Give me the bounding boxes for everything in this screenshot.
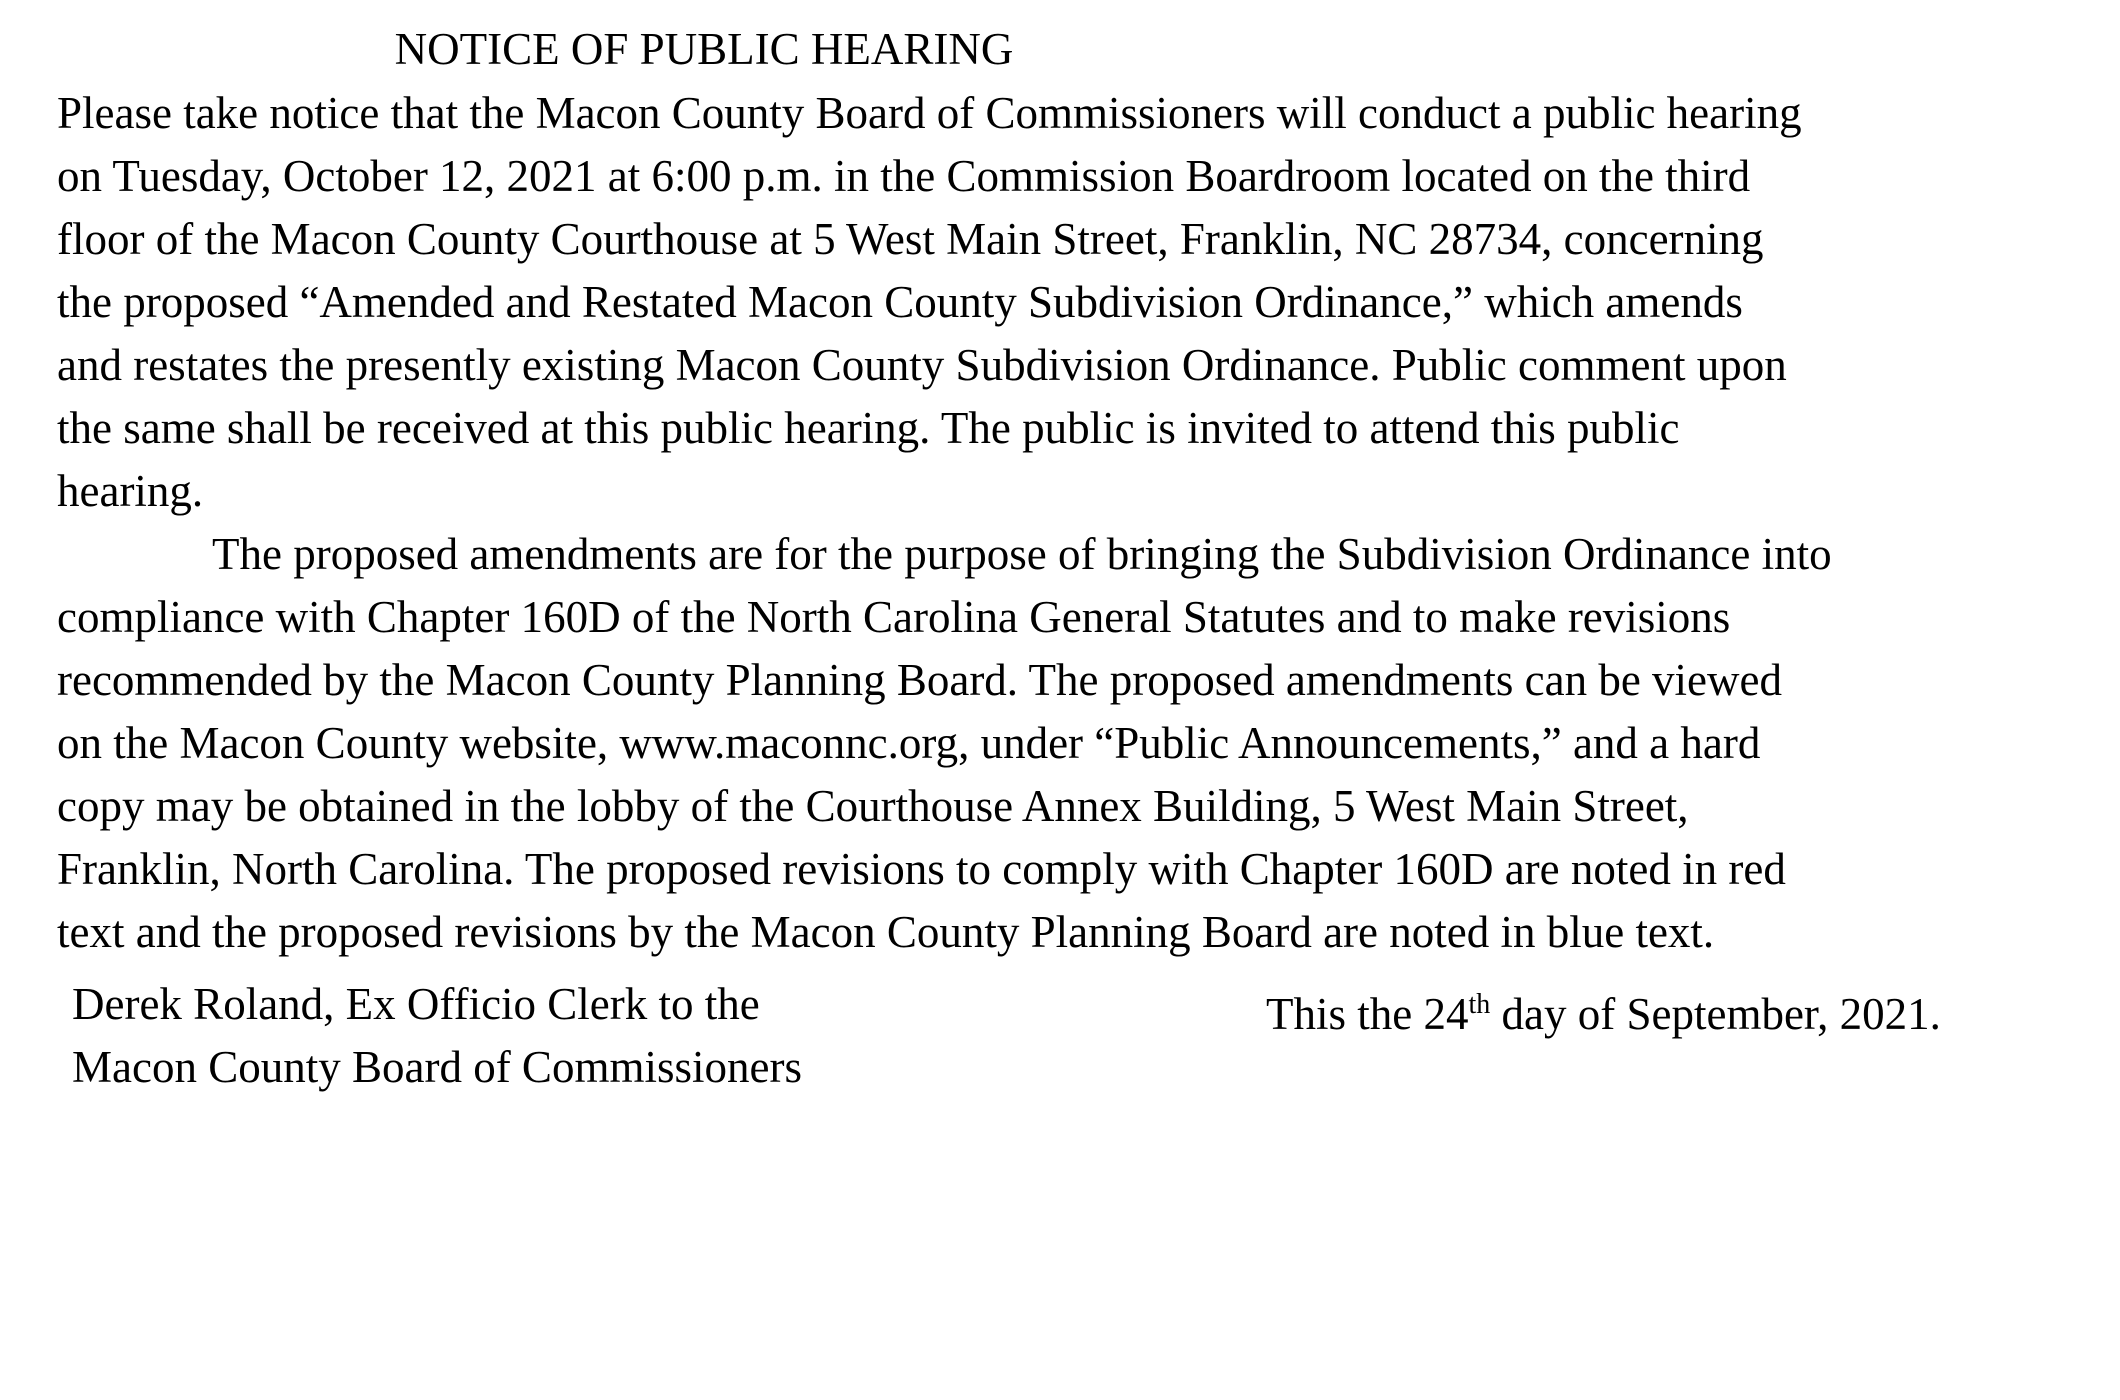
paragraph-line: Please take notice that the Macon County Board of Commissioners will conduct a public hearing (57, 88, 1802, 138)
paragraph-line: copy may be obtained in the lobby of the Courthouse Annex Building, 5 West Main Street, (57, 781, 1689, 831)
paragraph-line: The proposed amendments are for the purpose of bringing the Subdivision Ordinance into (212, 529, 1832, 579)
paragraph-line: compliance with Chapter 160D of the North Carolina General Statutes and to make revisions (57, 592, 1731, 642)
date-prefix: This the 24 (1266, 989, 1469, 1039)
paragraph-line: recommended by the Macon County Planning Board. The proposed amendments can be viewed (57, 655, 1782, 705)
signature-block (72, 973, 802, 1099)
signature-line-2: Macon County Board of Commissioners (72, 1042, 802, 1092)
paragraph-line: hearing. (57, 466, 204, 516)
date-ordinal-suffix: th (1468, 989, 1491, 1020)
notice-date (1266, 983, 1941, 1046)
paragraph-line: on Tuesday, October 12, 2021 at 6:00 p.m. in the Commission Boardroom located on the third (57, 151, 1751, 201)
notice-title: NOTICE OF PUBLIC HEARING (394, 24, 1014, 74)
signature-line-1: Derek Roland, Ex Officio Clerk to the (72, 979, 760, 1029)
paragraph-line: on the Macon County website, www.maconnc.org, under “Public Announcements,” and a hard (57, 718, 1761, 768)
date-suffix: day of September, 2021. (1490, 989, 1941, 1039)
notice-paragraph-1 (57, 82, 2117, 523)
paragraph-line: floor of the Macon County Courthouse at 5 West Main Street, Franklin, NC 28734, concerning (57, 214, 1764, 264)
notice-paragraph-2 (57, 523, 2117, 964)
paragraph-line: and restates the presently existing Macon County Subdivision Ordinance. Public comment upon (57, 340, 1787, 390)
paragraph-line: the same shall be received at this public hearing. The public is invited to attend this public (57, 403, 1680, 453)
paragraph-line: the proposed “Amended and Restated Macon County Subdivision Ordinance,” which amends (57, 277, 1743, 327)
paragraph-line: Franklin, North Carolina. The proposed revisions to comply with Chapter 160D are noted in red (57, 844, 1786, 894)
paragraph-line: text and the proposed revisions by the Macon County Planning Board are noted in blue text. (57, 907, 1715, 957)
